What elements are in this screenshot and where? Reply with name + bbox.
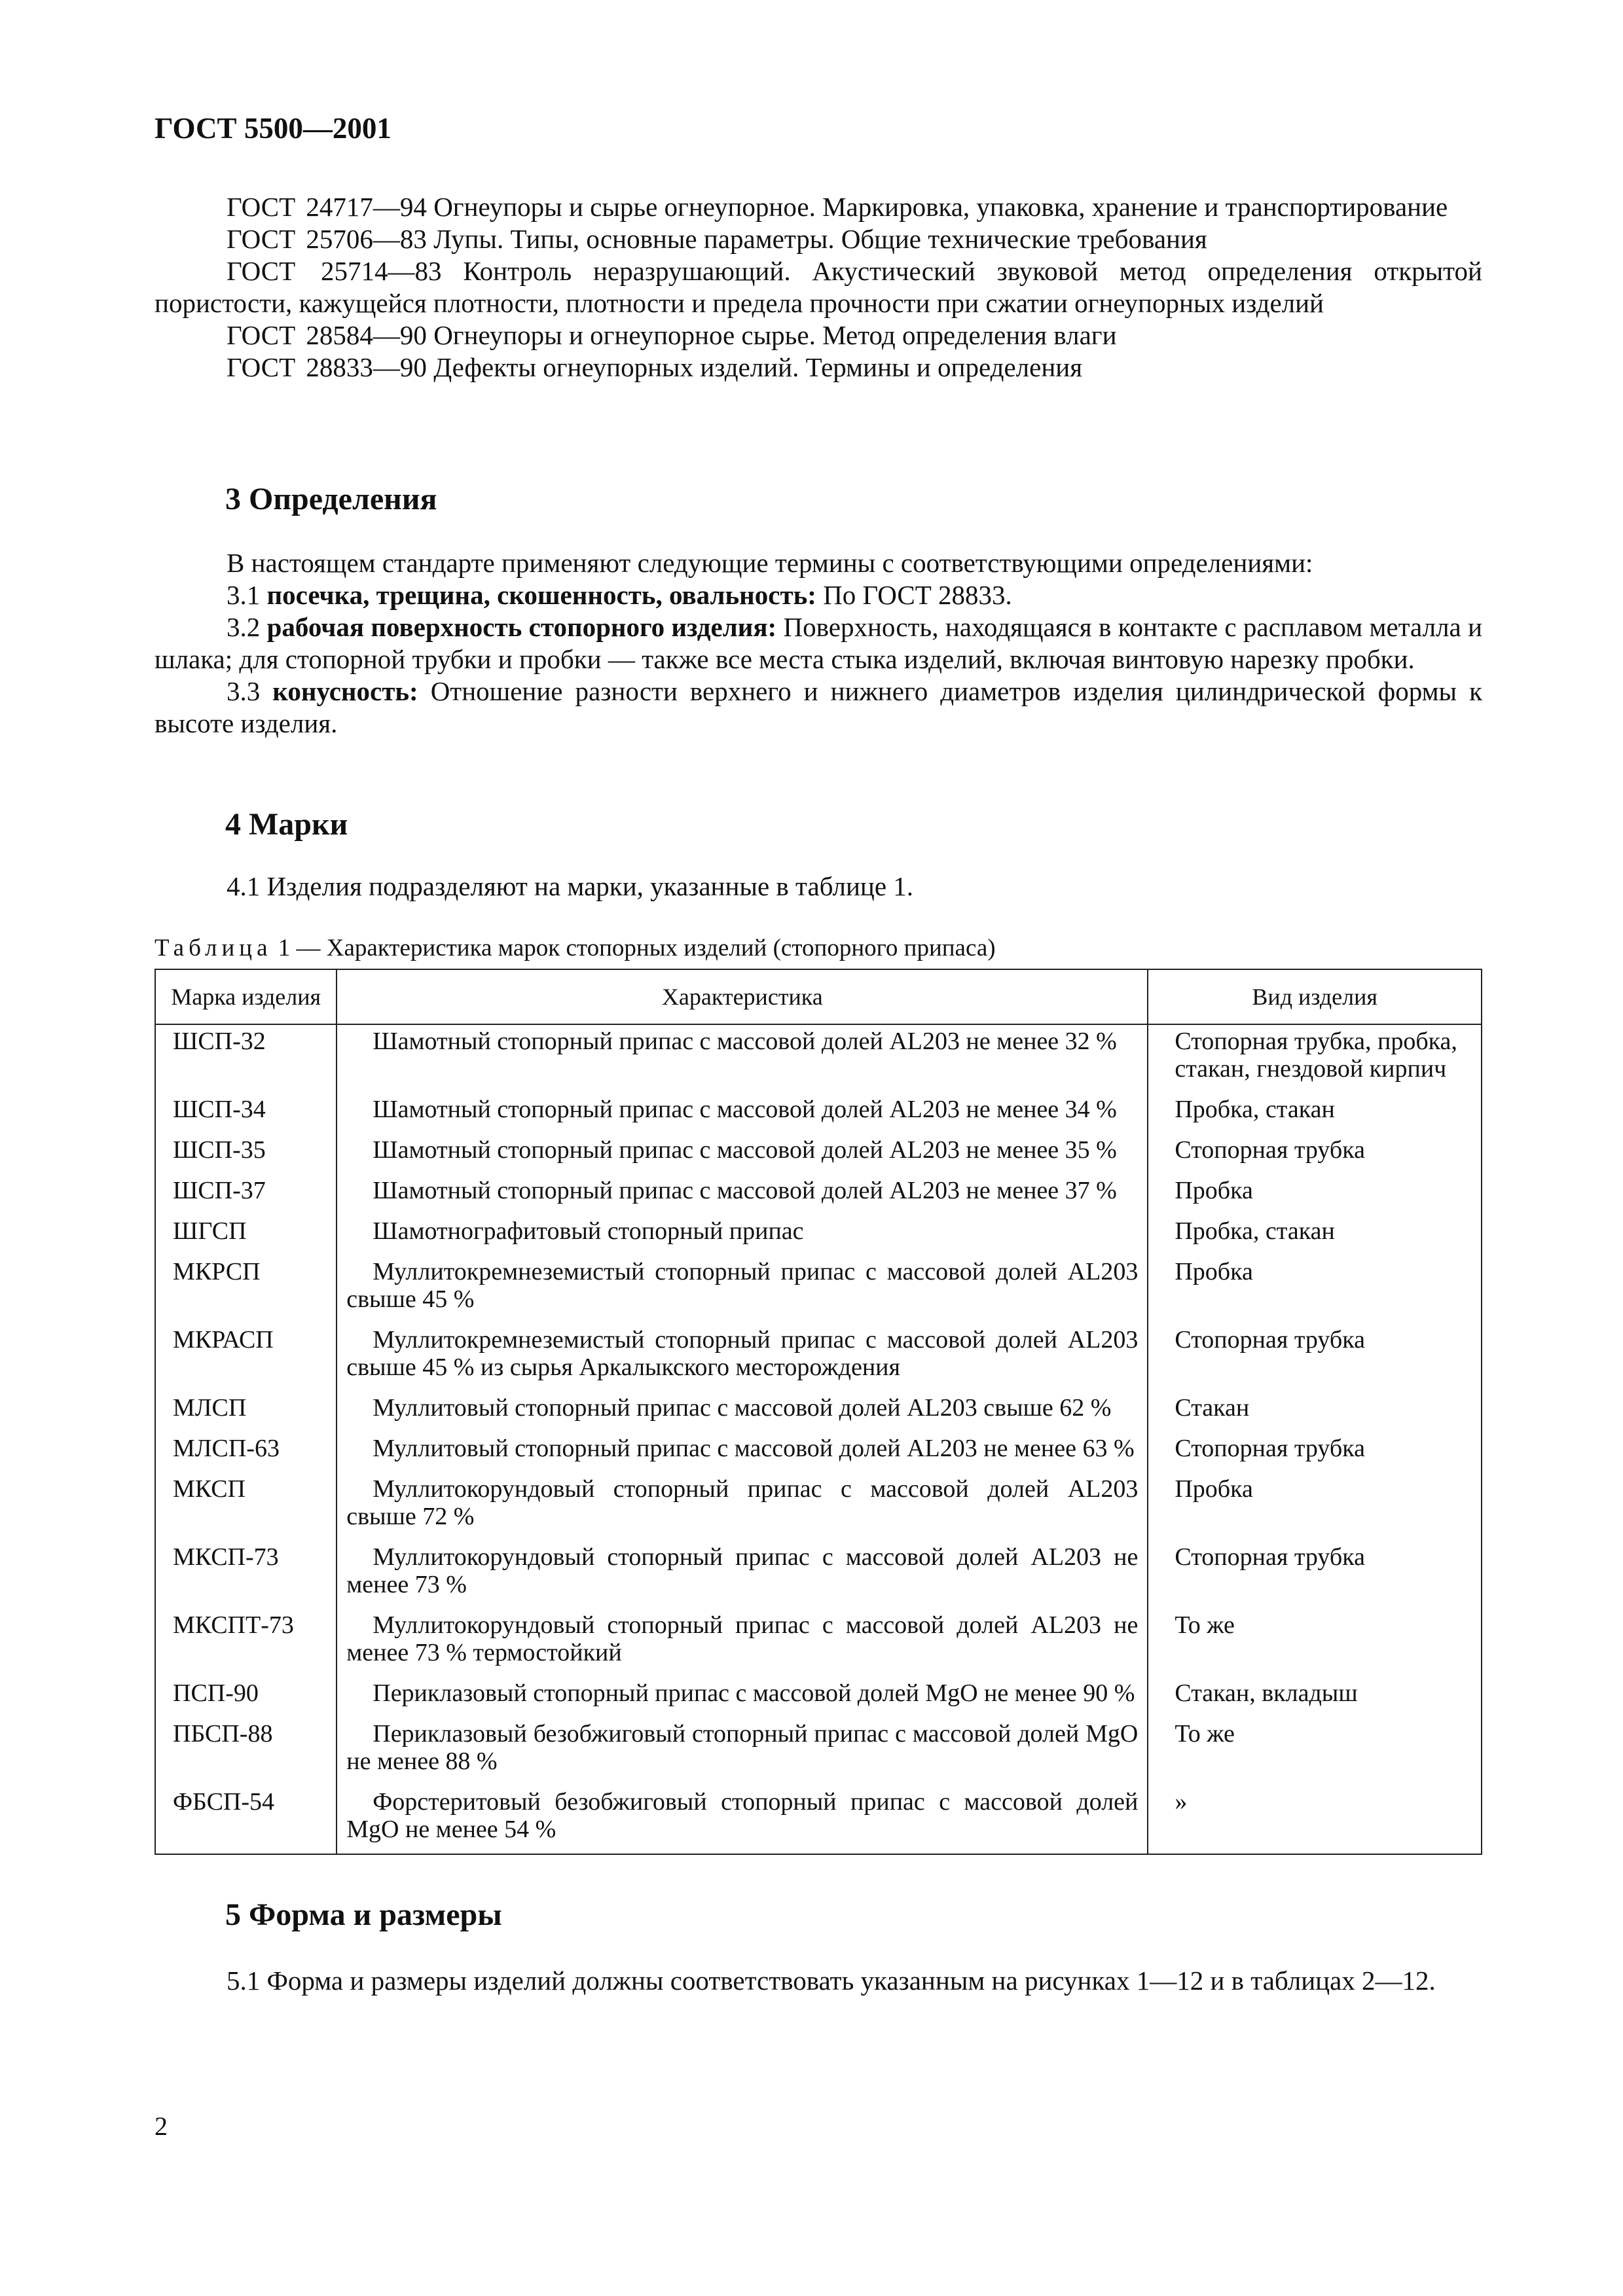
cell-characteristic: Муллитокремнеземистый стопорный припас с массовой долей AL203 свыше 45 % из сырья Аркалыкского месторождения [337,1323,1148,1391]
cell-grade: МКСПТ-73 [155,1609,337,1677]
definition-text: Отношение разности верхнего и нижнего диаметров изделия цилиндрической формы к высоте изделия. [155,676,1483,738]
reference-item [155,255,1482,319]
cell-product-type: Стопорная трубка [1148,1432,1482,1473]
cell-product-type: Стопорная трубка [1148,1323,1482,1391]
reference-code: ГОСТ 28584—90 [227,320,427,350]
cell-product-type: То же [1148,1609,1482,1677]
table-row [155,1323,1482,1391]
cell-grade: ПСП-90 [155,1677,337,1717]
definition-item [155,611,1482,675]
section-4-heading: 4 Марки [225,807,348,842]
definition-number: 3.1 [227,580,261,610]
reference-text: Лупы. Типы, основные параметры. Общие технические требования [433,224,1207,254]
cell-grade: МКРАСП [155,1323,337,1391]
table-row [155,1391,1482,1432]
cell-product-type: Стакан [1148,1391,1482,1432]
cell-grade: ШСП-35 [155,1134,337,1174]
table-row [155,1432,1482,1473]
table-row [155,1609,1482,1677]
definition-item [155,675,1482,740]
section-5-heading: 5 Форма и размеры [225,1897,502,1932]
reference-item [155,351,1482,384]
paragraph-5-1: 5.1 Форма и размеры изделий должны соответствовать указанным на рисунках 1—12 и в таблицах 2—12. [227,1965,1436,1996]
cell-characteristic: Периклазовый стопорный припас с массовой долей MgO не менее 90 % [337,1677,1148,1717]
cell-product-type: Стопорная трубка [1148,1134,1482,1174]
cell-characteristic: Муллитовый стопорный припас с массовой долей AL203 не менее 63 % [337,1432,1148,1473]
reference-item [155,223,1482,255]
table-row [155,1541,1482,1609]
cell-grade: ШГСП [155,1215,337,1255]
cell-characteristic: Муллитокорундовый стопорный припас с массовой долей AL203 свыше 72 % [337,1473,1148,1541]
table-row [155,1473,1482,1541]
definition-text: По ГОСТ 28833. [823,580,1012,610]
table-row [155,1717,1482,1785]
cell-characteristic: Шамотный стопорный припас с массовой долей AL203 не менее 34 % [337,1093,1148,1134]
table-row [155,1677,1482,1717]
cell-characteristic: Периклазовый безобжиговый стопорный припас с массовой долей MgO не менее 88 % [337,1717,1148,1785]
cell-grade: ШСП-34 [155,1093,337,1134]
table-caption-text: 1 — Характеристика марок стопорных изделий (стопорного припаса) [272,935,996,961]
cell-product-type: Пробка [1148,1255,1482,1323]
table-row [155,1785,1482,1854]
cell-product-type: Стакан, вкладыш [1148,1677,1482,1717]
table-header-row [155,969,1482,1024]
table-body [155,1024,1482,1854]
reference-text: Огнеупоры и огнеупорное сырье. Метод определения влаги [433,320,1117,350]
cell-product-type: Пробка [1148,1174,1482,1215]
definitions-intro: В настоящем стандарте применяют следующие термины с соответствующими определениями: [227,548,1313,578]
definition-number: 3.2 [227,612,261,642]
table-row [155,1093,1482,1134]
document-header: ГОСТ 5500—2001 [155,112,392,145]
section-3-heading: 3 Определения [225,482,437,516]
cell-characteristic: Шамотнографитовый стопорный припас [337,1215,1148,1255]
cell-product-type: Стопорная трубка, пробка, стакан, гнездовой кирпич [1148,1024,1482,1093]
cell-product-type: » [1148,1785,1482,1854]
page-number: 2 [155,2111,168,2141]
cell-grade: ШСП-32 [155,1024,337,1093]
table-row [155,1174,1482,1215]
cell-characteristic: Форстеритовый безобжиговый стопорный припас с массовой долей MgO не менее 54 % [337,1785,1148,1854]
cell-product-type: Пробка, стакан [1148,1093,1482,1134]
reference-item [155,191,1482,223]
reference-text: Контроль неразрушающий. Акустический звуковой метод определения открытой пористости, кажущейся плотности, плотности и предела прочности при сжатии огнеупорных изделий [155,256,1482,318]
definition-item [155,579,1482,611]
reference-item [155,319,1482,351]
definition-text: Поверхность, находящаяся в контакте с расплавом металла и шлака; для стопорной трубки и пробки — также все места стыка изделий, включая винтовую нарезку пробки. [155,612,1483,674]
reference-text: Огнеупоры и сырье огнеупорное. Маркировка, упаковка, хранение и транспортирование [433,192,1448,222]
cell-characteristic: Шамотный стопорный припас с массовой долей AL203 не менее 32 % [337,1024,1148,1093]
reference-code: ГОСТ 25714—83 [227,256,442,286]
cell-product-type: Стопорная трубка [1148,1541,1482,1609]
cell-grade: ФБСП-54 [155,1785,337,1854]
column-header-characteristic: Характеристика [337,969,1148,1024]
table-caption [155,934,996,962]
reference-code: ГОСТ 24717—94 [227,192,427,222]
cell-characteristic: Шамотный стопорный припас с массовой долей AL203 не менее 35 % [337,1134,1148,1174]
reference-code: ГОСТ 28833—90 [227,352,427,382]
table-row [155,1215,1482,1255]
paragraph-4-1: 4.1 Изделия подразделяют на марки, указанные в таблице 1. [227,871,914,901]
table-row [155,1255,1482,1323]
column-header-product-type: Вид изделия [1148,969,1482,1024]
table-row [155,1024,1482,1093]
cell-grade: МКРСП [155,1255,337,1323]
cell-grade: ПБСП-88 [155,1717,337,1785]
column-header-grade: Марка изделия [155,969,337,1024]
definition-term: посечка, трещина, скошенность, овальность: [266,580,816,610]
cell-grade: МЛСП-63 [155,1432,337,1473]
table-row [155,1134,1482,1174]
cell-characteristic: Муллитокорундовый стопорный припас с массовой долей AL203 не менее 73 % [337,1541,1148,1609]
cell-grade: МЛСП [155,1391,337,1432]
cell-grade: ШСП-37 [155,1174,337,1215]
normative-references [155,191,1482,384]
definition-number: 3.3 [227,676,261,706]
cell-product-type: Пробка, стакан [1148,1215,1482,1255]
reference-text: Дефекты огнеупорных изделий. Термины и определения [433,352,1083,382]
cell-characteristic: Шамотный стопорный припас с массовой долей AL203 не менее 37 % [337,1174,1148,1215]
section-4-body [155,870,1482,903]
cell-grade: МКСП-73 [155,1541,337,1609]
table-caption-prefix: Таблица [155,935,272,961]
cell-characteristic: Муллитокорундовый стопорный припас с массовой долей AL203 не менее 73 % термостойкий [337,1609,1148,1677]
definition-term: конусность: [272,676,418,706]
cell-grade: МКСП [155,1473,337,1541]
cell-characteristic: Муллитовый стопорный припас с массовой долей AL203 свыше 62 % [337,1391,1148,1432]
cell-product-type: Пробка [1148,1473,1482,1541]
definition-term: рабочая поверхность стопорного изделия: [266,612,777,642]
cell-characteristic: Муллитокремнеземистый стопорный припас с массовой долей AL203 свыше 45 % [337,1255,1148,1323]
section-5-body [155,1965,1482,1997]
section-3-body [155,547,1482,740]
reference-code: ГОСТ 25706—83 [227,224,427,254]
cell-product-type: То же [1148,1717,1482,1785]
grades-table [155,969,1482,1855]
